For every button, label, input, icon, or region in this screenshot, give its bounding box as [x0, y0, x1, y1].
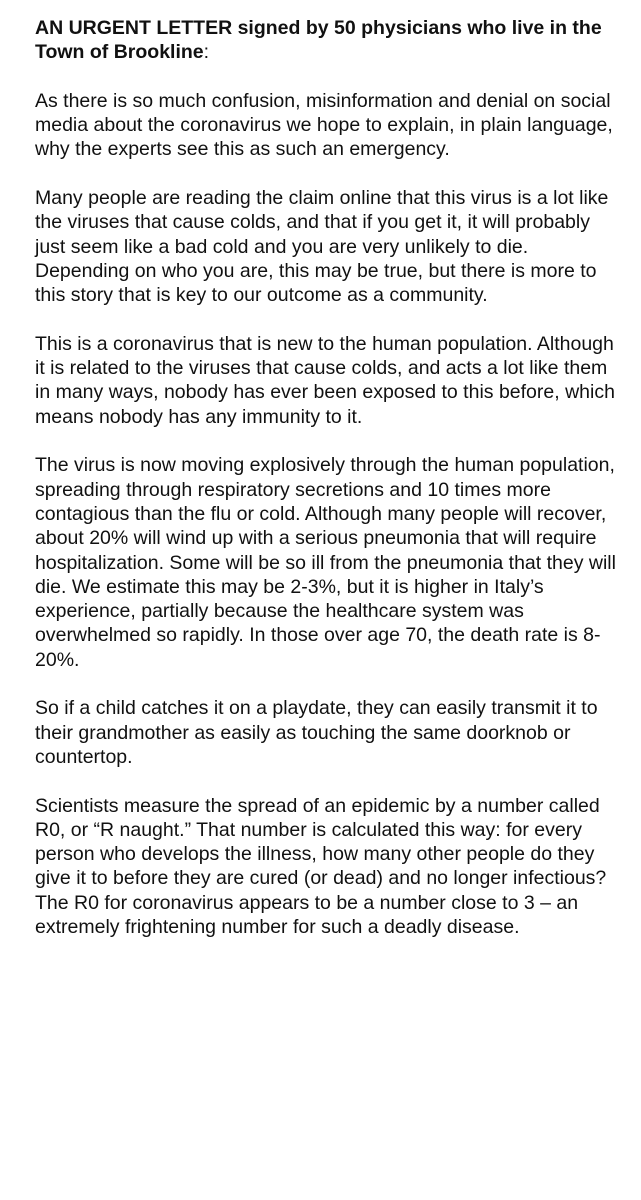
- heading-bold-text: AN URGENT LETTER signed by 50 physicians who live in the Town of Brookline: [35, 17, 602, 64]
- paragraph-r0: Scientists measure the spread of an epidemic by a number called R0, or “R naught.” That number is calculated this way: for every person who develops the illness, how many other people do they give it to before they are cured (or dead) and no longer infectious? The R0 for coronavirus appears to be a number close to 3 – an extremely frightening number for such a deadly disease.: [35, 794, 607, 938]
- paragraph-new-virus: This is a coronavirus that is new to the human population. Although it is related to the viruses that cause colds, and acts a lot like them in many ways, nobody has ever been exposed to this before, which means nobody has any immunity to it.: [35, 332, 615, 428]
- paragraph-playdate: So if a child catches it on a playdate, they can easily transmit it to their grandmother as easily as touching the same doorknob or countertop.: [35, 697, 598, 768]
- paragraph-cold-claim: Many people are reading the claim online that this virus is a lot like the viruses that cause colds, and that if you get it, it will probably just seem like a bad cold and you are very unlikely to die. Depending on who you are, this may be true, but there is more to this story that is key to our outcome as a community.: [35, 187, 609, 307]
- heading-colon: :: [203, 41, 210, 64]
- paragraph-spread: The virus is now moving explosively through the human population, spreading through respiratory secretions and 10 times more contagious than the flu or cold. Although many people will recover, about 20% will wind up with a serious pneumonia that will require hospitalization. Some will be so ill from the pneumonia that they will die. We estimate this may be 2-3%, but it is higher in Italy’s experience, partially because the healthcare system was overwhelmed so rapidly. In those over age 70, the death rate is 8-20%.: [35, 454, 616, 671]
- letter-heading: [35, 16, 620, 65]
- letter-body: [35, 16, 620, 939]
- paragraph-intro: As there is so much confusion, misinformation and denial on social media about the coronavirus we hope to explain, in plain language, why the experts see this as such an emergency.: [35, 89, 613, 161]
